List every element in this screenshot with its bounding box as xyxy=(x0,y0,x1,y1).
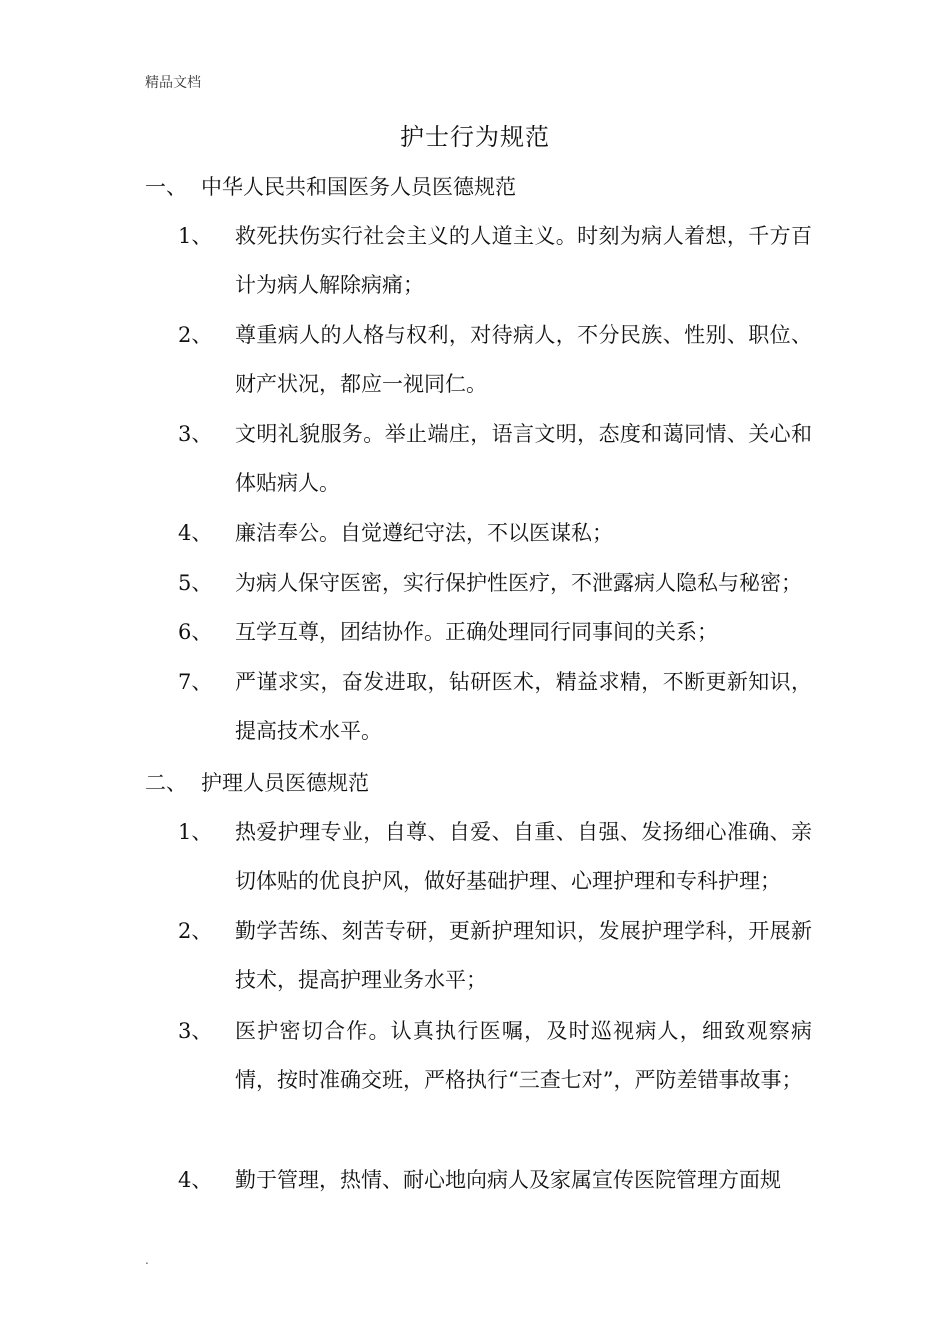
list-item xyxy=(178,559,812,608)
item-text: 文明礼貌服务。举止端庄，语言文明，态度和蔼同情、关心和体贴病人。 xyxy=(235,422,812,495)
item-text: 勤学苦练、刻苦专研，更新护理知识，发展护理学科，开展新技术，提高护理业务水平； xyxy=(235,919,812,992)
section-title: 护理人员医德规范 xyxy=(201,771,369,795)
list-item xyxy=(178,808,812,906)
item-text: 救死扶伤实行社会主义的人道主义。时刻为病人着想，千方百计为病人解除病痛； xyxy=(235,224,812,297)
item-number: 3、 xyxy=(178,422,213,446)
item-text: 勤于管理，热情、耐心地向病人及家属宣传医院管理方面规 xyxy=(235,1168,781,1192)
document-title: 护士行为规范 xyxy=(400,123,550,151)
section-title: 中华人民共和国医务人员医德规范 xyxy=(201,175,516,199)
footer-mark: . xyxy=(145,1253,149,1267)
list-item xyxy=(178,1156,812,1205)
item-number: 4、 xyxy=(178,521,213,545)
item-number: 7、 xyxy=(178,670,213,694)
list-item xyxy=(178,1007,812,1105)
item-number: 1、 xyxy=(178,224,213,248)
list-item xyxy=(178,311,812,409)
section-number: 一、 xyxy=(145,175,187,199)
section-number: 二、 xyxy=(145,771,187,795)
section-heading-1 xyxy=(145,174,516,200)
item-text: 热爱护理专业，自尊、自爱、自重、自强、发扬细心准确、亲切体贴的优良护风，做好基础护理、心理护理和专科护理； xyxy=(235,820,812,893)
section-heading-2 xyxy=(145,770,369,796)
item-text: 严谨求实，奋发进取，钻研医术，精益求精，不断更新知识，提高技术水平。 xyxy=(235,670,812,743)
item-number: 3、 xyxy=(178,1019,213,1043)
list-item xyxy=(178,410,812,508)
item-text: 为病人保守医密，实行保护性医疗，不泄露病人隐私与秘密； xyxy=(235,571,802,595)
list-item xyxy=(178,212,812,310)
item-number: 2、 xyxy=(178,919,213,943)
list-item xyxy=(178,608,812,657)
list-item xyxy=(178,509,812,558)
list-item xyxy=(178,658,812,756)
item-number: 1、 xyxy=(178,820,213,844)
item-number: 2、 xyxy=(178,323,213,347)
list-item xyxy=(178,907,812,1005)
item-text: 廉洁奉公。自觉遵纪守法，不以医谋私； xyxy=(235,521,613,545)
item-text: 尊重病人的人格与权利，对待病人，不分民族、性别、职位、财产状况，都应一视同仁。 xyxy=(235,323,812,396)
item-number: 6、 xyxy=(178,620,213,644)
header-label: 精品文档 xyxy=(145,75,201,91)
item-text: 医护密切合作。认真执行医嘱，及时巡视病人，细致观察病情，按时准确交班，严格执行“三查七对”，严防差错事故事； xyxy=(235,1019,812,1092)
item-text: 互学互尊，团结协作。正确处理同行同事间的关系； xyxy=(235,620,718,644)
item-number: 4、 xyxy=(178,1168,213,1192)
item-number: 5、 xyxy=(178,571,213,595)
